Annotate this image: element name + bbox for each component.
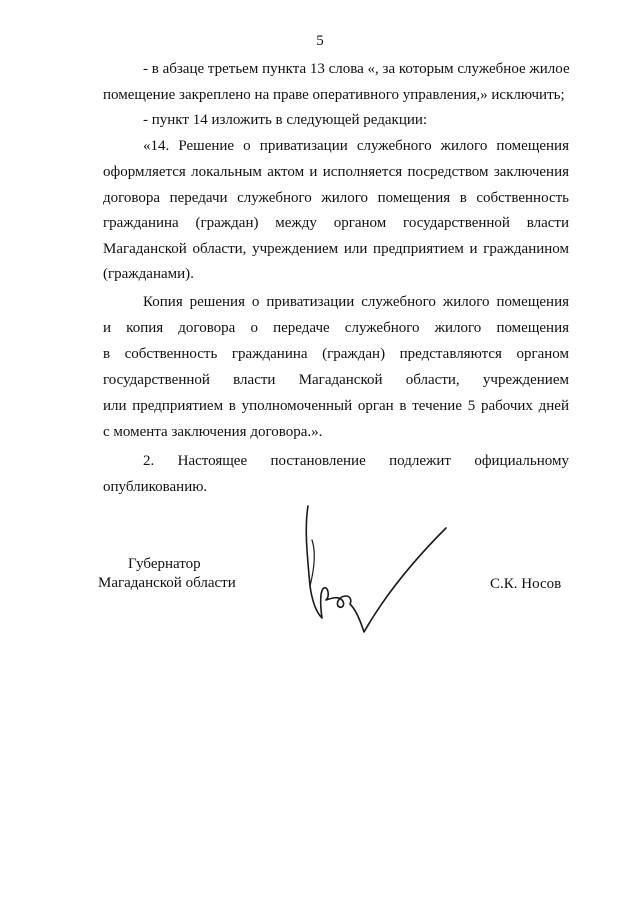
body-line: договора передачи служебного жилого помещения в собственность [103,190,569,206]
page-number: 5 [316,33,324,49]
signatory-position-line-2: Магаданской области [98,575,236,591]
body-line: опубликованию. [103,479,208,495]
body-line: (гражданами). [103,266,194,282]
body-line: - в абзаце третьем пункта 13 слова «, за которым служебное жилое [143,61,570,77]
body-line: 2. Настоящее постановление подлежит официальному [143,453,569,469]
body-line: Магаданской области, учреждением или предприятием и гражданином [103,241,569,257]
body-line: «14. Решение о приватизации служебного жилого помещения [143,138,569,154]
body-line: оформляется локальным актом и исполняется посредством заключения [103,164,569,180]
signatory-position-line-1: Губернатор [128,556,201,572]
body-line: - пункт 14 изложить в следующей редакции: [143,112,428,128]
handwritten-signature [298,500,454,640]
body-line: государственной власти Магаданской области, учреждением [103,372,569,388]
body-line: с момента заключения договора.». [103,424,323,440]
signatory-name: С.К. Носов [490,576,562,592]
body-line: гражданина (граждан) между органом государственной власти [103,215,569,231]
body-line: помещение закреплено на праве оперативного управления,» исключить; [103,87,565,103]
body-line: или предприятием в уполномоченный орган в течение 5 рабочих дней [103,398,569,414]
body-line: Копия решения о приватизации служебного жилого помещения [143,294,569,310]
body-line: и копия договора о передаче служебного жилого помещения [103,320,569,336]
body-line: в собственность гражданина (граждан) представляются органом [103,346,569,362]
